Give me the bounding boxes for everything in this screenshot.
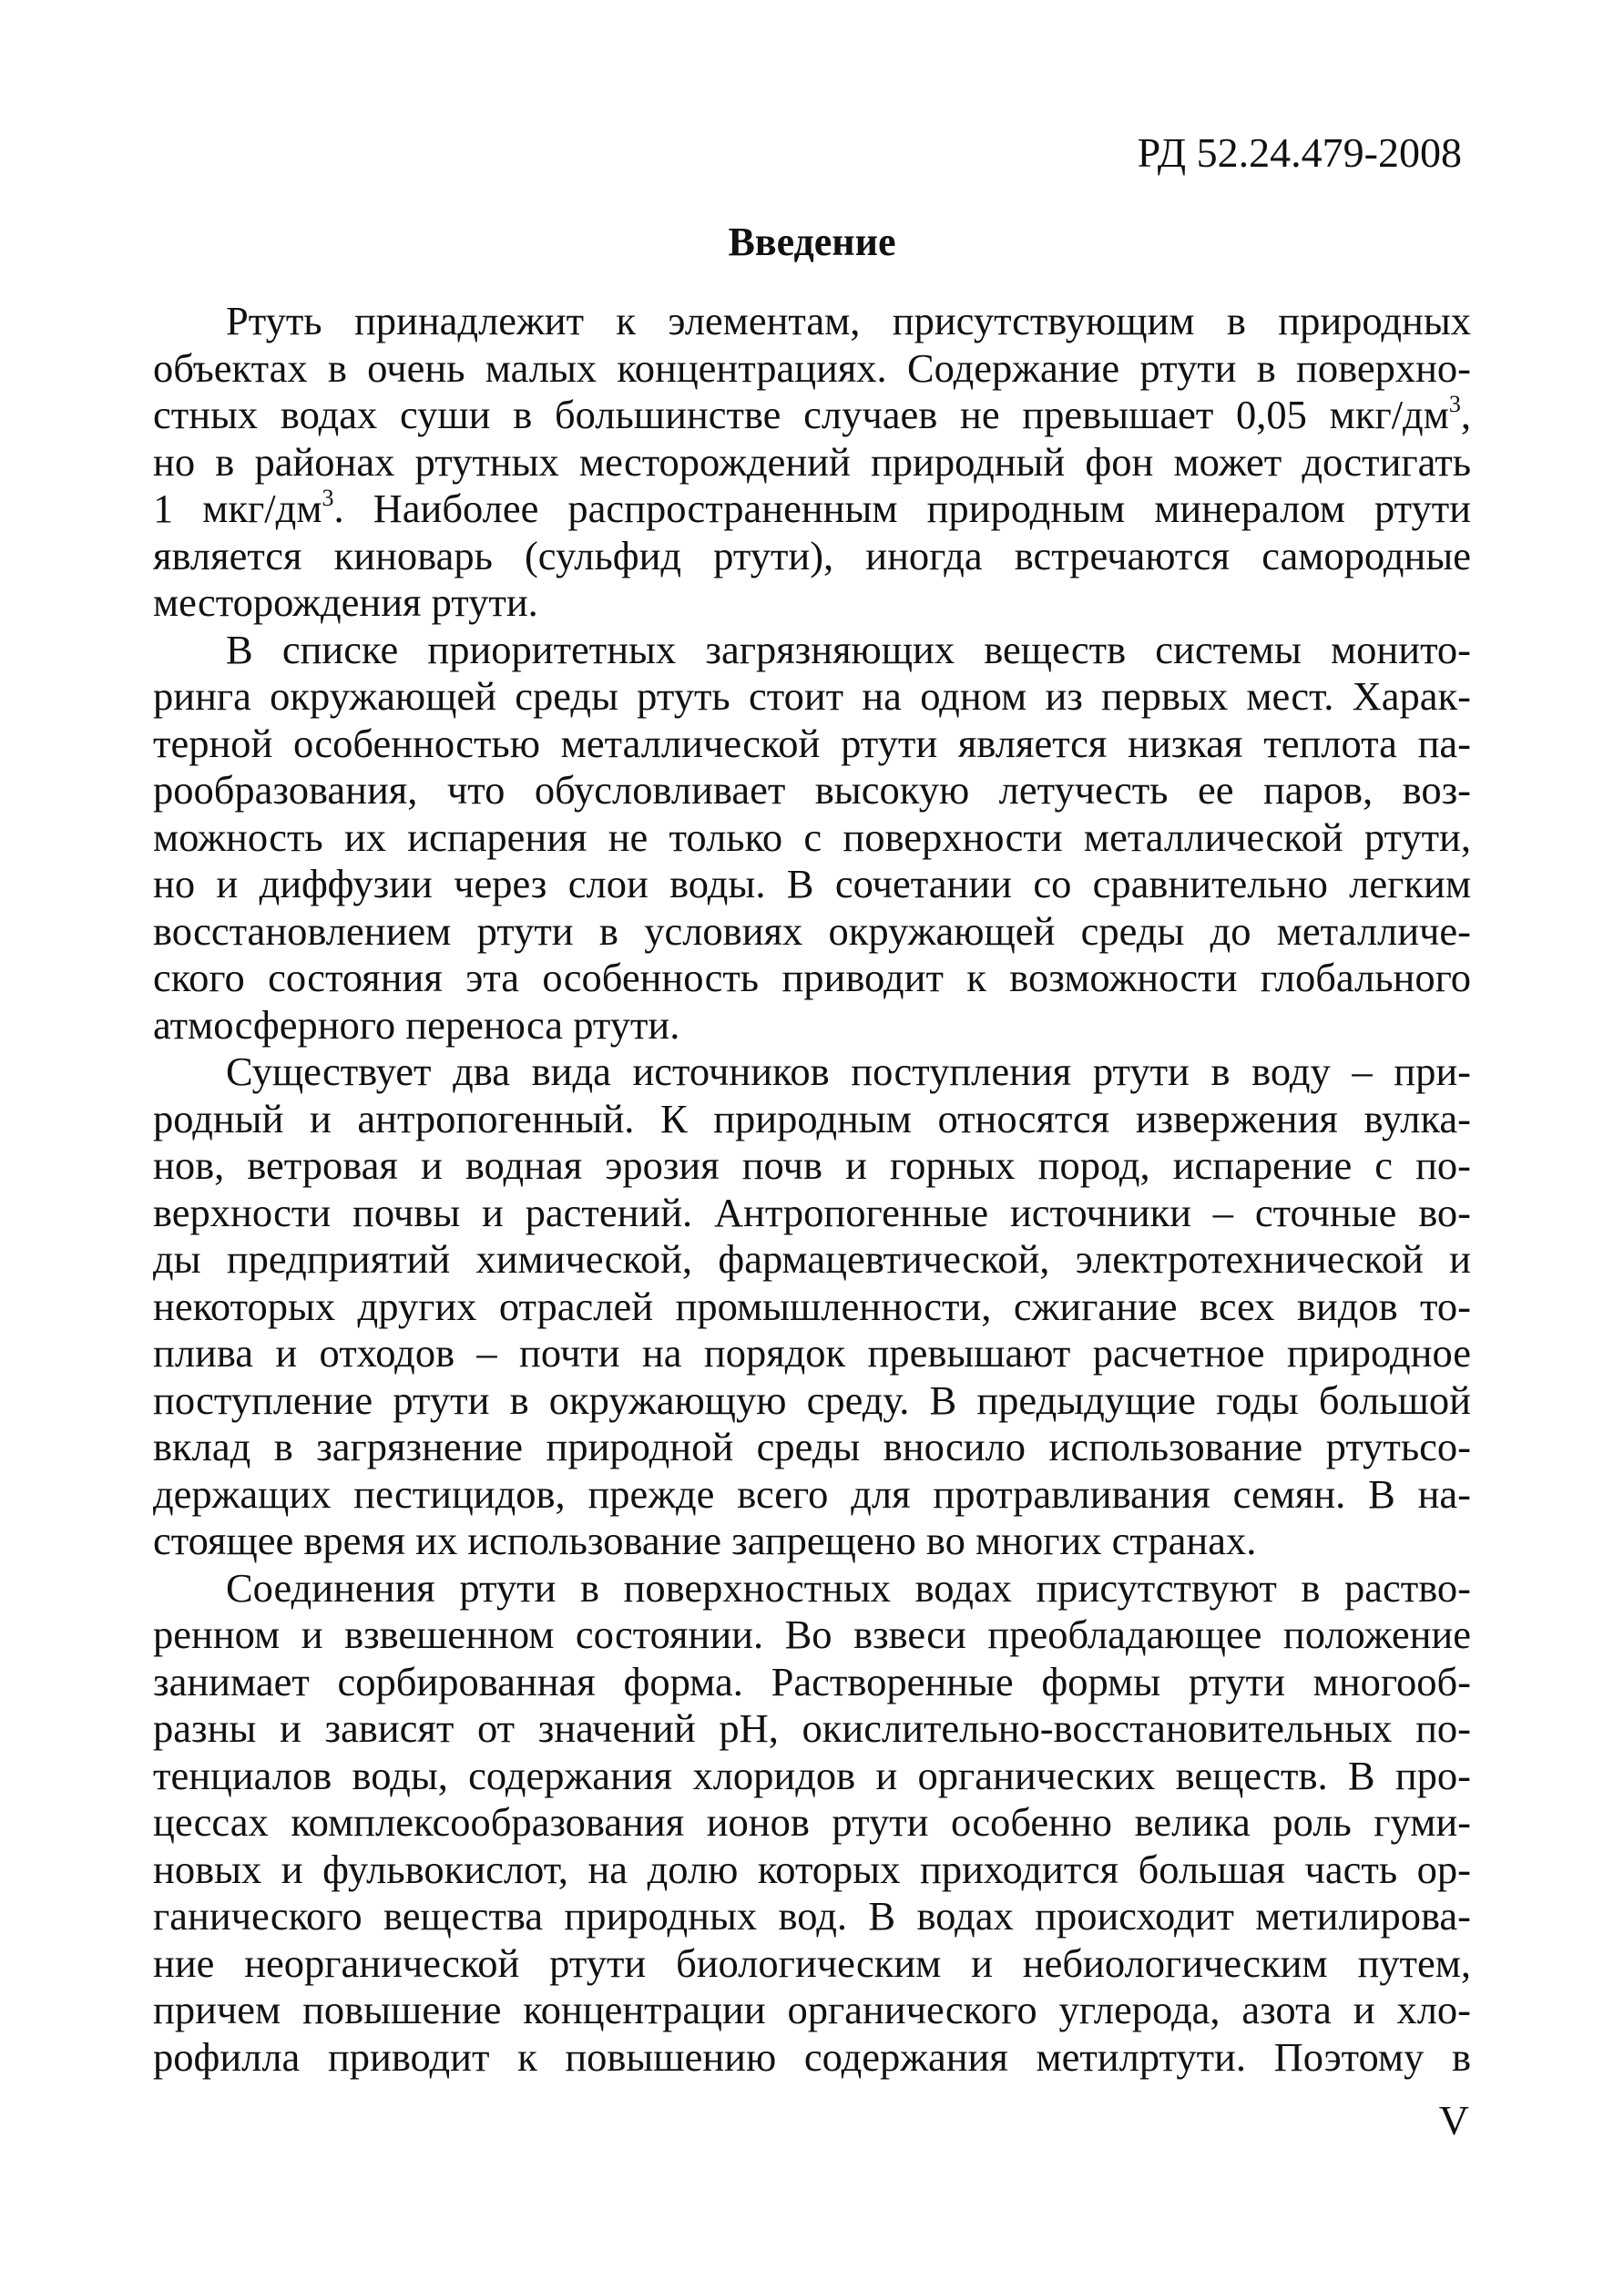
text-line: рообразования, что обусловливает высокую летучесть ее паров, воз- (153, 767, 1471, 813)
text-line: разны и зависят от значений pH, окислительно-восстановительных по- (153, 1705, 1471, 1751)
text-line: ние неорганической ртути биологическим и небиологическим путем, (153, 1939, 1471, 1986)
text-fragment: . Наиболее распространенным природным минералом ртути (333, 486, 1471, 531)
text-line: рофилла приводит к повышению содержания метилртути. Поэтому в (153, 2033, 1471, 2080)
text-line: стоящее время их использование запрещено во многих странах. (153, 1518, 1257, 1563)
text-line: верхности почвы и растений. Антропогенные источники – сточные во- (153, 1189, 1471, 1235)
text-line: новых и фульвокислот, на долю которых приходится большая часть ор- (153, 1846, 1471, 1892)
text-line: является киноварь (сульфид ртути), иногда встречаются самородные (153, 532, 1471, 578)
text-line: нов, ветровая и водная эрозия почв и горных пород, испарение с по- (153, 1142, 1471, 1188)
text-line: месторождения ртути. (153, 579, 538, 625)
text-line: ренном и взвешенном состоянии. Во взвеси преобладающее положение (153, 1612, 1471, 1657)
text-fragment: 1 мкг/дм (153, 486, 322, 531)
text-line: поступление ртути в окружающую среду. В предыдущие годы большой (153, 1376, 1471, 1423)
text-line: терной особенностью металлической ртути является низкая теплота па- (153, 720, 1471, 766)
text-line: атмосферного переноса ртути. (153, 1001, 680, 1048)
page-number: V (1438, 2097, 1469, 2144)
text-line: восстановлением ртути в условиях окружающей среды до металличе- (153, 907, 1471, 954)
body-text (153, 298, 1471, 2081)
text-line: объектах в очень малых концентрациях. Содержание ртути в поверхно- (153, 344, 1471, 391)
text-line: ды предприятий химической, фармацевтической, электротехнической и (153, 1236, 1471, 1282)
document-code: РД 52.24.479-2008 (1137, 129, 1462, 176)
paragraph-1 (153, 298, 1471, 627)
text-line: вклад в загрязнение природной среды вносило использование ртутьсо- (153, 1424, 1471, 1469)
paragraph-2 (153, 627, 1471, 1049)
text-line: Существует два вида источников поступления ртути в воду – при- (226, 1049, 1471, 1094)
text-line: держащих пестицидов, прежде всего для протравливания семян. В на- (153, 1470, 1471, 1517)
text-line: ринга окружающей среды ртуть стоит на одном из первых мест. Харак- (153, 673, 1471, 719)
text-line (153, 392, 1471, 439)
text-line: Ртуть принадлежит к элементам, присутствующим в природных (226, 298, 1471, 343)
text-line: ганического вещества природных вод. В водах происходит метилирова- (153, 1893, 1471, 1939)
paragraph-4 (153, 1565, 1471, 2082)
text-line: родный и антропогенный. К природным относятся извержения вулка- (153, 1095, 1471, 1141)
text-line: цессах комплексообразования ионов ртути особенно велика роль гуми- (153, 1799, 1471, 1845)
text-line: но в районах ртутных месторождений природный фон может достигать (153, 438, 1471, 485)
text-line: тенциалов воды, содержания хлоридов и органических веществ. В про- (153, 1752, 1471, 1798)
text-fragment: , (1460, 392, 1471, 437)
text-line: занимает сорбированная форма. Растворенные формы ртути многооб- (153, 1658, 1471, 1704)
text-line: можность их испарения не только с поверхности металлической ртути, (153, 814, 1471, 860)
text-line: ского состояния эта особенность приводит к возможности глобального (153, 955, 1471, 1000)
text-line: но и диффузии через слои воды. В сочетании со сравнительно легким (153, 861, 1471, 906)
superscript: 3 (322, 485, 334, 511)
superscript: 3 (1448, 391, 1461, 417)
text-line: плива и отходов – почти на порядок превышают расчетное природное (153, 1330, 1471, 1376)
text-line: В списке приоритетных загрязняющих веществ системы монито- (226, 626, 1471, 672)
text-line: некоторых других отраслей промышленности, сжигание всех видов то- (153, 1283, 1471, 1329)
text-fragment: стных водах суши в большинстве случаев не превышает 0,05 мкг/дм (153, 392, 1449, 437)
text-line: причем повышение концентрации органического углерода, азота и хло- (153, 1987, 1471, 2032)
text-line: Соединения ртути в поверхностных водах присутствуют в раство- (226, 1564, 1471, 1611)
paragraph-3 (153, 1049, 1471, 1565)
text-line (153, 486, 1471, 533)
section-title: Введение (728, 220, 896, 264)
